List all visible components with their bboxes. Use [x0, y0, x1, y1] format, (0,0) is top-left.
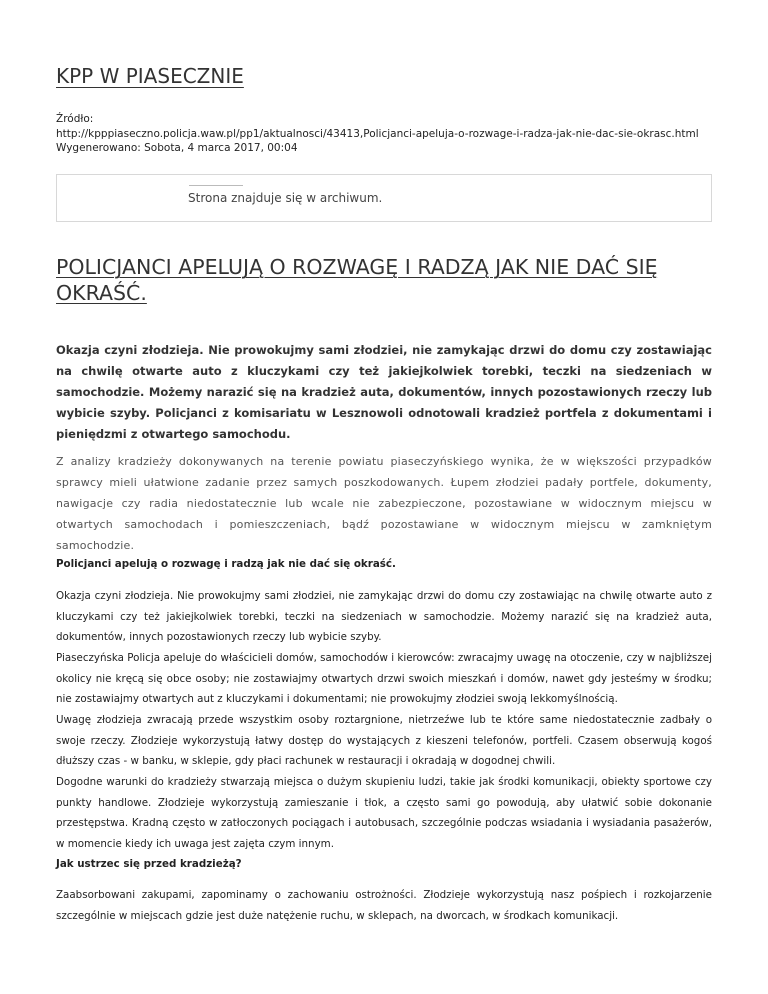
site-title[interactable]: KPP W PIASECZNIE	[56, 64, 244, 88]
article-headline[interactable]: POLICJANCI APELUJĄ O ROZWAGĘ I RADZĄ JAK NIE DAĆ SIĘ OKRAŚĆ.	[56, 255, 658, 305]
archive-divider	[189, 185, 243, 186]
article-paragraph-2: Piaseczyńska Policja apeluje do właścicieli domów, samochodów i kierowców: zwracajmy uwagę na otoczenie, czy w najbliższej okolicy nie kręcą się obce osoby; nie zostawiajmy otwartych drzwi swoich mieszkań i domów, nawet gdy jesteśmy w środku; nie zostawiajmy otwartych aut z kluczykami i dokumentami; nie prowokujmy złodziei swoją lekkomyślnością.	[56, 652, 712, 705]
source-url[interactable]: http://kpppiaseczno.policja.waw.pl/pp1/aktualnosci/43413,Policjanci-apeluja-o-rozwage-i-radza-jak-nie-dac-sie-okrasc.html	[56, 127, 699, 140]
document-meta	[56, 112, 699, 156]
article-subheading-2: Jak ustrzec się przed kradzieżą?	[56, 858, 242, 870]
source-label: Źródło:	[56, 113, 94, 125]
article-paragraph-3: Uwagę złodzieja zwracają przede wszystkim osoby roztargnione, nietrzeźwe lub te które same niedostatecznie zadbały o swoje rzeczy. Złodzieje wykorzystują łatwy dostęp do wystających z kieszeni telefonów, portfeli. Czasem obserwują kogoś dłuższy czas - w banku, w sklepie, gdy płaci rachunek w restauracji i okradają w dogodnej chwili.	[56, 714, 712, 767]
article-lead: Okazja czyni złodzieja. Nie prowokujmy sami złodziei, nie zamykając drzwi do domu czy zostawiając na chwilę otwarte auto z kluczykami czy też jakiejkolwiek torebki, teczki na siedzeniach w samochodzie. Możemy narazić się na kradzież auta, dokumentów, innych pozostawionych rzeczy lub wybicie szyby. Policjanci z komisariatu w Lesznowoli odnotowali kradzież portfela z dokumentami i pieniędzmi z otwartego samochodu.	[56, 343, 712, 441]
article-paragraph-1: Okazja czyni złodzieja. Nie prowokujmy sami złodziei, nie zamykając drzwi do domu czy zostawiając na chwilę otwarte auto z kluczykami czy też jakiejkolwiek torebki, teczki na siedzeniach w samochodzie. Możemy narazić się na kradzież auta, dokumentów, innych pozostawionych rzeczy lub wybicie szyby.	[56, 590, 712, 643]
article-paragraph-4: Dogodne warunki do kradzieży stwarzają miejsca o dużym skupieniu ludzi, takie jak środki komunikacji, obiekty sportowe czy punkty handlowe. Złodzieje wykorzystują zamieszanie i tłok, a często sami go powodują, aby ułatwić sobie dokonanie przestępstwa. Kradną często w zatłoczonych pociągach i autobusach, szczególnie podczas wsiadania i wysiadania pasażerów, w momencie kiedy ich uwaga jest zajęta czym innym.	[56, 776, 712, 850]
archive-notice-box	[56, 174, 712, 222]
article-paragraph-5: Zaabsorbowani zakupami, zapominamy o zachowaniu ostrożności. Złodzieje wykorzystują nasz pośpiech i rozkojarzenie szczególnie w miejscach gdzie jest duże natężenie ruchu, w sklepach, na dworcach, w środkach komunikacji.	[56, 889, 712, 922]
archive-notice: Strona znajduje się w archiwum.	[188, 191, 383, 205]
article-subheading: Policjanci apelują o rozwagę i radzą jak nie dać się okraść.	[56, 558, 396, 570]
generated-date: Wygenerowano: Sobota, 4 marca 2017, 00:04	[56, 142, 298, 154]
article-intro: Z analizy kradzieży dokonywanych na terenie powiatu piaseczyńskiego wynika, że w większości przypadków sprawcy mieli ułatwione zadanie przez samych poszkodowanych. Łupem złodziei padały portfele, dokumenty, nawigacje czy radia niedostatecznie lub wcale nie zabezpieczone, pozostawiane w widocznym miejscu w otwartych samochodach i pomieszczeniach, bądź pozostawiane w widocznym miejscu w zamkniętym samochodzie.	[56, 455, 712, 552]
